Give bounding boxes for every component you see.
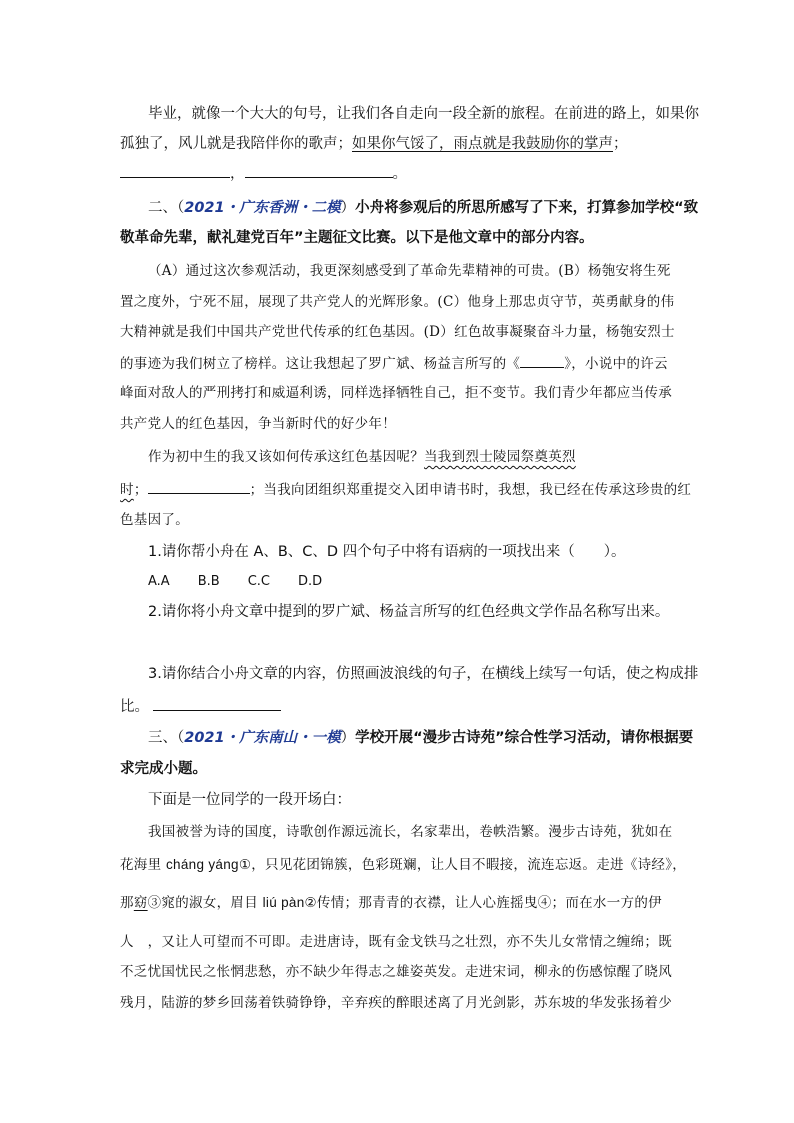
passage-text: 孤独了，风儿就是我陪伴你的歌声； [120, 136, 352, 152]
punctuation: ； [133, 482, 148, 498]
source-tag: 2021・广东南山・一模 [184, 730, 341, 746]
fill-blank-line [120, 163, 407, 184]
speech-text: 那 [120, 895, 134, 911]
punctuation: 。 [392, 166, 407, 182]
wavy-underlined-sentence: 当我到烈士陵园祭奠英烈 [424, 449, 576, 465]
question-3-line [120, 696, 281, 717]
source-tag: 2021・广东香洲・二模 [184, 200, 341, 216]
section-heading [148, 728, 693, 748]
question-2: 2.请你将小舟文章中提到的罗广斌、杨益言所写的红色经典文学作品名称写出来。 [148, 604, 670, 620]
answer-blank[interactable] [148, 479, 250, 494]
speech-line: 我国被誉为诗的国度，诗歌创作源远流长，名家辈出，卷帙浩繁。漫步古诗苑，犹如在 [148, 824, 673, 840]
essay-line [120, 479, 691, 500]
option-a[interactable]: A.A [148, 574, 170, 589]
option-b[interactable]: B.B [197, 574, 220, 589]
speech-line [120, 893, 662, 913]
essay-line: 峰面对敌人的严刑拷打和威逼利诱，同样选择牺牲自己，拒不变节。我们青少年都应当传承 [120, 385, 672, 401]
punctuation: ； [613, 136, 628, 152]
speech-line [120, 855, 686, 875]
essay-line: 大精神就是我们中国共产党世代传承的红色基因。(D）红色故事凝聚奋斗力量，杨匏安烈士 [120, 324, 675, 340]
pinyin: cháng yáng [166, 857, 239, 872]
essay-line [148, 447, 576, 467]
section-number-end: ） [340, 200, 356, 216]
wavy-underlined-sentence: 时 [120, 482, 134, 498]
section-heading-text: 小舟将参观后的所思所感写了下来，打算参加学校“致 [355, 200, 699, 216]
underlined-sentence: 如果你气馁了，雨点就是我鼓励你的掌声 [352, 136, 613, 152]
section-number: 三、（ [148, 730, 185, 746]
answer-blank[interactable] [245, 163, 393, 178]
intro-line: 下面是一位同学的一段开场白： [148, 792, 351, 808]
essay-text: 的事迹为我们树立了榜样。这让我想起了罗广斌、杨益言所写的《 [120, 356, 521, 372]
essay-line: （A）通过这次参观活动，我更深刻感受到了革命先辈精神的可贵。(B）杨匏安将生死 [148, 263, 671, 279]
essay-text: 作为初中生的我又该如何传承这红色基因呢？ [148, 449, 424, 465]
essay-line: 置之度外，宁死不屈，展现了共产党人的光辉形象。(C）他身上那忠贞守节，英勇献身的伟 [120, 294, 675, 310]
section-heading-line: 求完成小题。 [120, 761, 207, 777]
speech-line: 人 ，又让人可望而不可即。走进唐诗，既有金戈铁马之壮烈，亦不失儿女常情之缠绵；既 [120, 934, 672, 950]
speech-text: 花海里 [120, 857, 166, 873]
answer-blank[interactable] [153, 696, 281, 711]
dotted-character: 窈 [133, 895, 148, 911]
speech-text: ①，只见花团锦簇，色彩斑斓，让人目不暇接，流连忘返。走进《诗经》， [238, 857, 687, 873]
question-1-options [148, 572, 350, 592]
essay-line: 色基因了。 [120, 512, 189, 528]
essay-line [120, 353, 668, 374]
essay-line: 共产党人的红色基因，争当新时代的好少年！ [120, 416, 396, 432]
passage-line [120, 134, 628, 154]
section-heading-text: 学校开展“漫步古诗苑”综合性学习活动，请你根据要 [355, 730, 694, 746]
pinyin: liú pàn [262, 895, 305, 910]
option-c[interactable]: C.C [247, 574, 270, 589]
answer-blank[interactable] [520, 353, 564, 368]
section-number: 二、（ [148, 200, 185, 216]
answer-blank[interactable] [120, 163, 230, 178]
section-number-end: ） [340, 730, 356, 746]
essay-text: 》，小说中的许云 [564, 356, 668, 372]
speech-line: 残月，陆游的梦乡回荡着铁骑铮铮，辛弃疾的醉眼述离了月光剑影，苏东坡的华发张扬着少 [120, 995, 672, 1011]
option-d[interactable]: D.D [297, 574, 323, 589]
speech-text: ③窕的淑女，眉目 [147, 895, 263, 911]
punctuation: ， [230, 166, 245, 182]
question-3: 3.请你结合小舟文章的内容，仿照画波浪线的句子，在横线上续写一句话，使之构成排 [148, 666, 699, 682]
speech-text: ②传情；那青青的衣襟，让人心旌摇曳④；而在水一方的伊 [304, 895, 662, 911]
question-text: 比。 [120, 699, 149, 715]
question-1: 1.请你帮小舟在 A、B、C、D 四个句子中将有语病的一项找出来（ ）。 [148, 544, 626, 560]
speech-line: 不乏忧国忧民之怅惘悲愁，亦不缺少年得志之雄姿英发。走进宋词，柳永的伤感惊醒了晓风 [120, 964, 672, 980]
essay-text: ；当我向团组织郑重提交入团申请书时，我想，我已经在传承这珍贵的红 [249, 482, 692, 498]
section-heading [148, 198, 698, 218]
passage-line: 毕业，就像一个大大的句号，让我们各自走向一段全新的旅程。在前进的路上，如果你 [148, 106, 699, 122]
section-heading-line: 敬革命先辈，献礼建党百年”主题征文比赛。以下是他文章中的部分内容。 [120, 230, 594, 246]
